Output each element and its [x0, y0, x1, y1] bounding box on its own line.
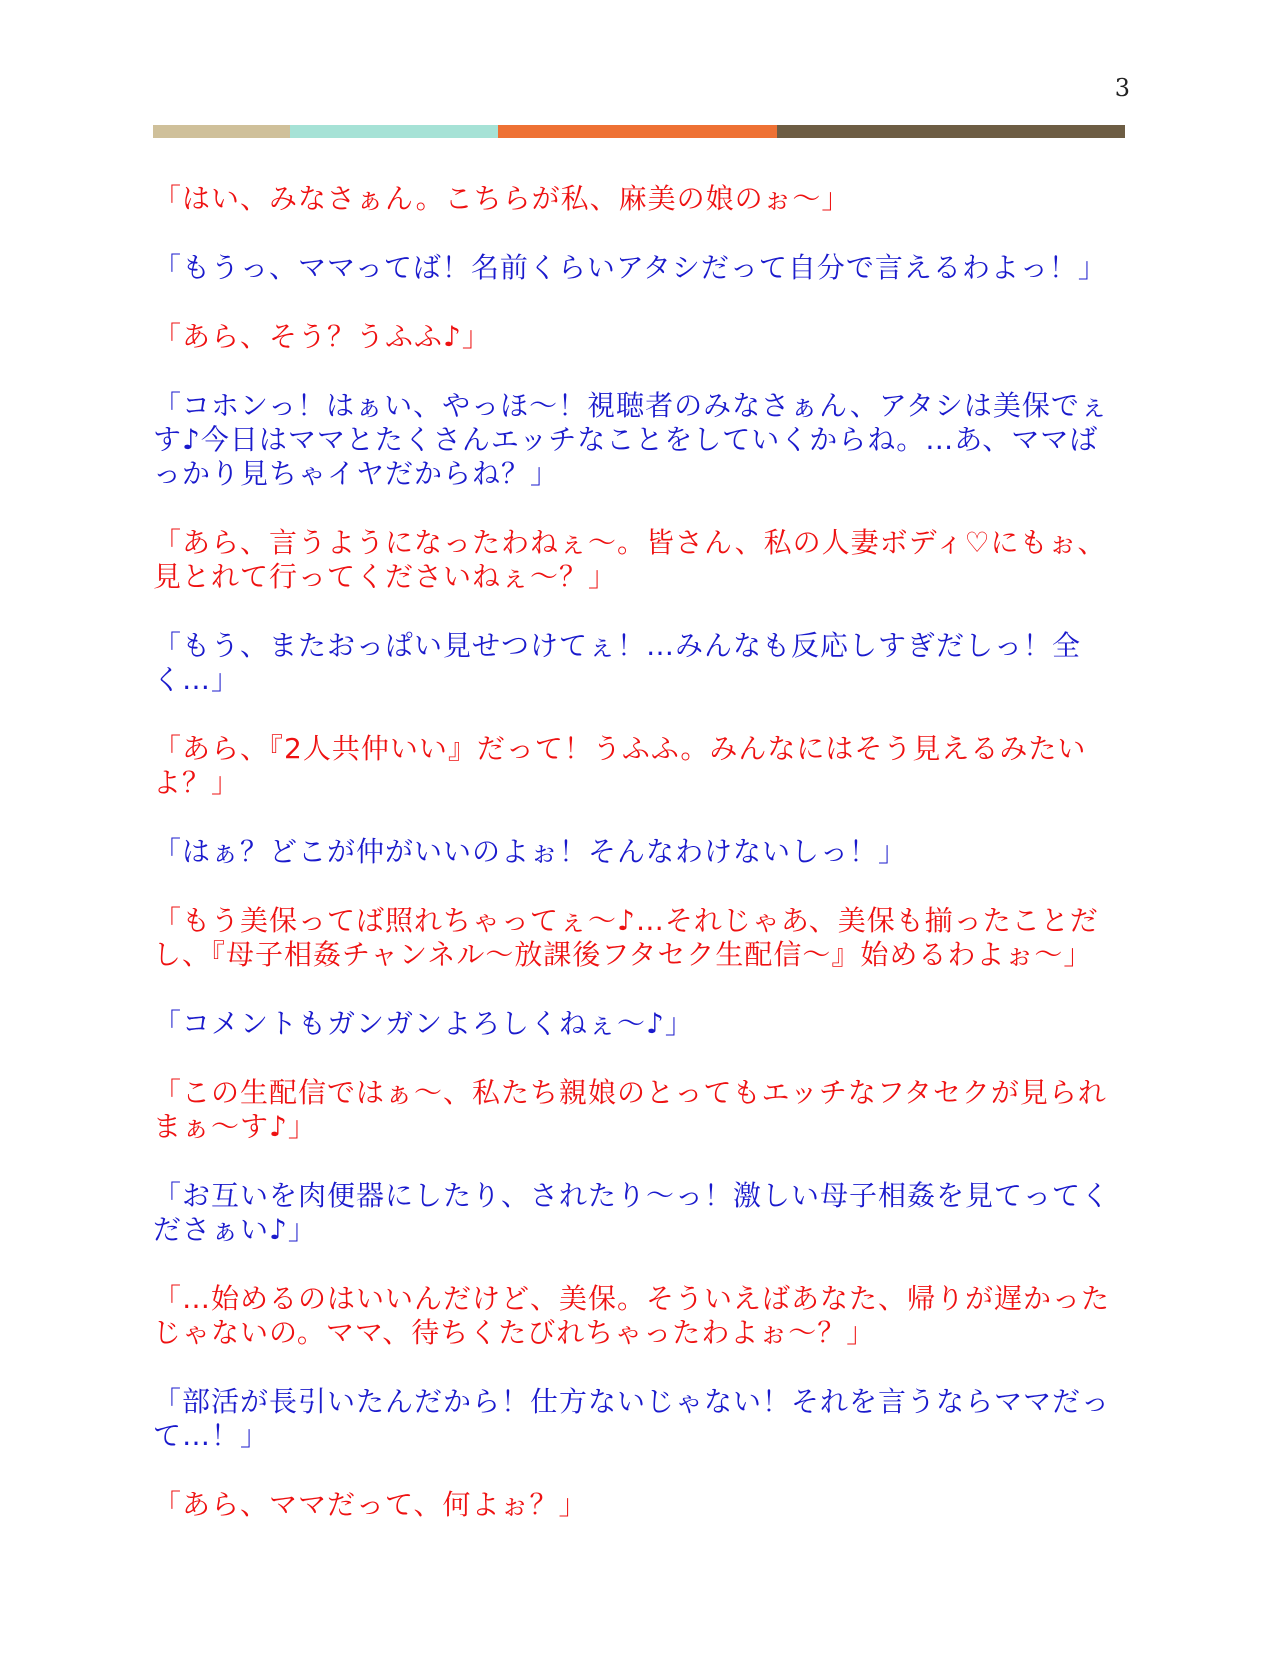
page-number: 3 — [1114, 74, 1130, 102]
color-bar-segment-tan — [153, 125, 290, 138]
dialogue-line: 「部活が長引いたんだから！仕方ないじゃない！それを言うならママだって…！」 — [153, 1385, 1111, 1452]
dialogue-line: 「はい、みなさぁん。こちらが私、麻美の娘のぉ～」 — [153, 182, 851, 215]
color-bar-segment-orange — [498, 125, 777, 138]
dialogue-line: 「あら、言うようになったわねぇ～。皆さん、私の人妻ボディ♡にもぉ、見とれて行ってくださいねぇ～？」 — [153, 526, 1107, 593]
dialogue-line: 「あら、ママだって、何よぉ？」 — [153, 1488, 588, 1521]
header-color-bar — [153, 125, 1125, 138]
dialogue-line: 「…始めるのはいいんだけど、美保。そういえばあなた、帰りが遅かったじゃないの。ママ、待ちくたびれちゃったわよぉ～？」 — [153, 1282, 1111, 1349]
dialogue-line: 「あら、そう？うふふ♪」 — [153, 320, 491, 353]
dialogue-line: 「お互いを肉便器にしたり、されたり～っ！激しい母子相姦を見てってくださぁい♪」 — [153, 1179, 1111, 1246]
dialogue-line: 「あら、『2人共仲いい』だって！うふふ。みんなにはそう見えるみたいよ？」 — [153, 732, 1087, 799]
dialogue-line: 「もう美保ってば照れちゃってぇ～♪…それじゃあ、美保も揃ったことだし、『母子相姦チャンネル～放課後フタセク生配信～』始めるわよぉ～」 — [153, 904, 1099, 971]
color-bar-segment-brown — [777, 125, 1125, 138]
color-bar-segment-mint — [290, 125, 498, 138]
dialogue-line: 「コホンっ！はぁい、やっほ～！視聴者のみなさぁん、アタシは美保でぇす♪今日はママとたくさんエッチなことをしていくからね。…あ、ママばっかり見ちゃイヤだからね？」 — [153, 389, 1109, 490]
dialogue-line: 「コメントもガンガンよろしくねぇ～♪」 — [153, 1007, 694, 1040]
dialogue-body — [153, 182, 1125, 1557]
dialogue-line: 「もうっ、ママってば！名前くらいアタシだって自分で言えるわよっ！」 — [153, 251, 1107, 284]
dialogue-line: 「もう、またおっぱい見せつけてぇ！…みんなも反応しすぎだしっ！全く…」 — [153, 629, 1082, 696]
dialogue-line: 「この生配信ではぁ～、私たち親娘のとってもエッチなフタセクが見られまぁ～す♪」 — [153, 1076, 1107, 1143]
dialogue-line: 「はぁ？どこが仲がいいのよぉ！そんなわけないしっ！」 — [153, 835, 908, 868]
